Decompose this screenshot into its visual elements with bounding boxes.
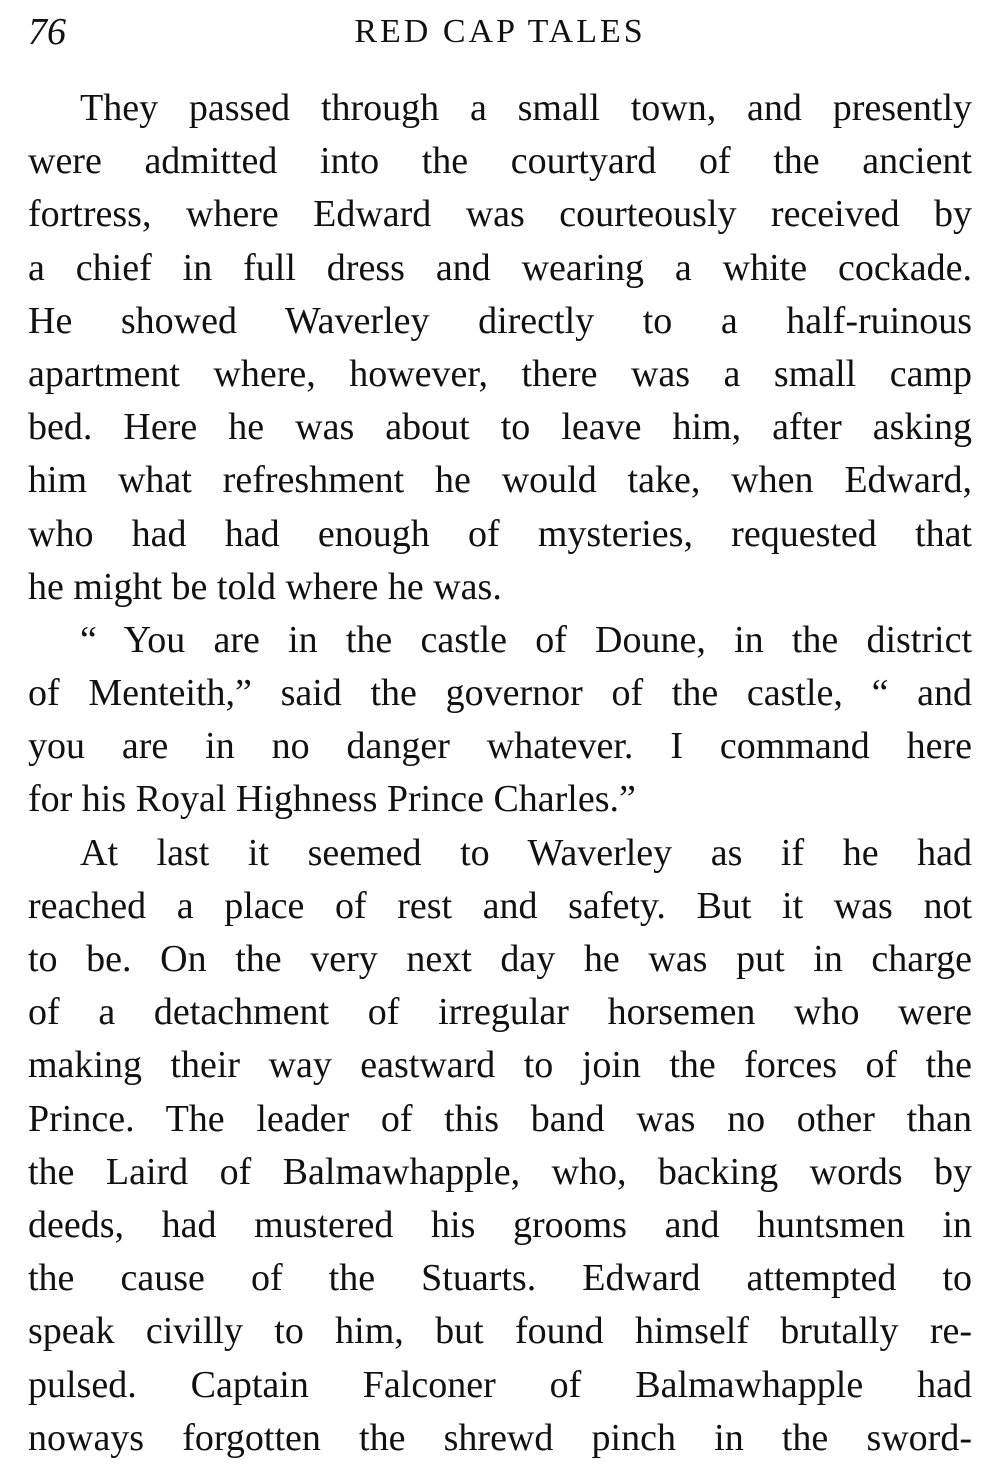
text-line: of a detachment of irregular horsemen who were	[28, 991, 972, 1034]
body-text	[28, 82, 972, 1465]
text-line: bed. Here he was about to leave him, after asking	[28, 406, 972, 449]
running-title: RED CAP TALES	[354, 13, 646, 50]
text-line: making their way eastward to join the forces of the	[28, 1044, 972, 1087]
text-line: the Laird of Balmawhapple, who, backing words by	[28, 1150, 972, 1193]
text-line: He showed Waverley directly to a half-ruinous	[28, 299, 972, 342]
text-line: “ You are in the castle of Doune, in the district	[80, 618, 972, 661]
text-line: fortress, where Edward was courteously received by	[28, 193, 972, 236]
text-line: At last it seemed to Waverley as if he had	[80, 831, 972, 874]
text-line: pulsed. Captain Falconer of Balmawhapple had	[28, 1363, 972, 1406]
text-line: Prince. The leader of this band was no other than	[28, 1097, 972, 1140]
text-line: speak civilly to him, but found himself brutally re-	[28, 1310, 972, 1353]
text-line: the cause of the Stuarts. Edward attempted to	[28, 1257, 972, 1300]
text-line: of Menteith,” said the governor of the castle, “ and	[28, 672, 972, 715]
page-number: 76	[28, 11, 66, 53]
text-line: you are in no danger whatever. I command here	[28, 725, 972, 768]
text-line: noways forgotten the shrewd pinch in the sword-	[28, 1416, 972, 1459]
text-line: him what refreshment he would take, when Edward,	[28, 459, 972, 502]
text-line: They passed through a small town, and presently	[80, 87, 972, 129]
text-line: for his Royal Highness Prince Charles.”	[28, 778, 636, 821]
text-line: apartment where, however, there was a small camp	[28, 352, 972, 395]
text-line: a chief in full dress and wearing a white cockade.	[28, 246, 972, 289]
text-line: he might be told where he was.	[28, 565, 502, 608]
text-line: deeds, had mustered his grooms and huntsmen in	[28, 1203, 972, 1246]
page-header	[28, 6, 972, 58]
text-line: who had had enough of mysteries, requested that	[28, 512, 972, 555]
text-line: were admitted into the courtyard of the ancient	[28, 140, 972, 183]
text-line: to be. On the very next day he was put in charge	[28, 938, 972, 980]
text-line: reached a place of rest and safety. But it was not	[28, 884, 972, 927]
